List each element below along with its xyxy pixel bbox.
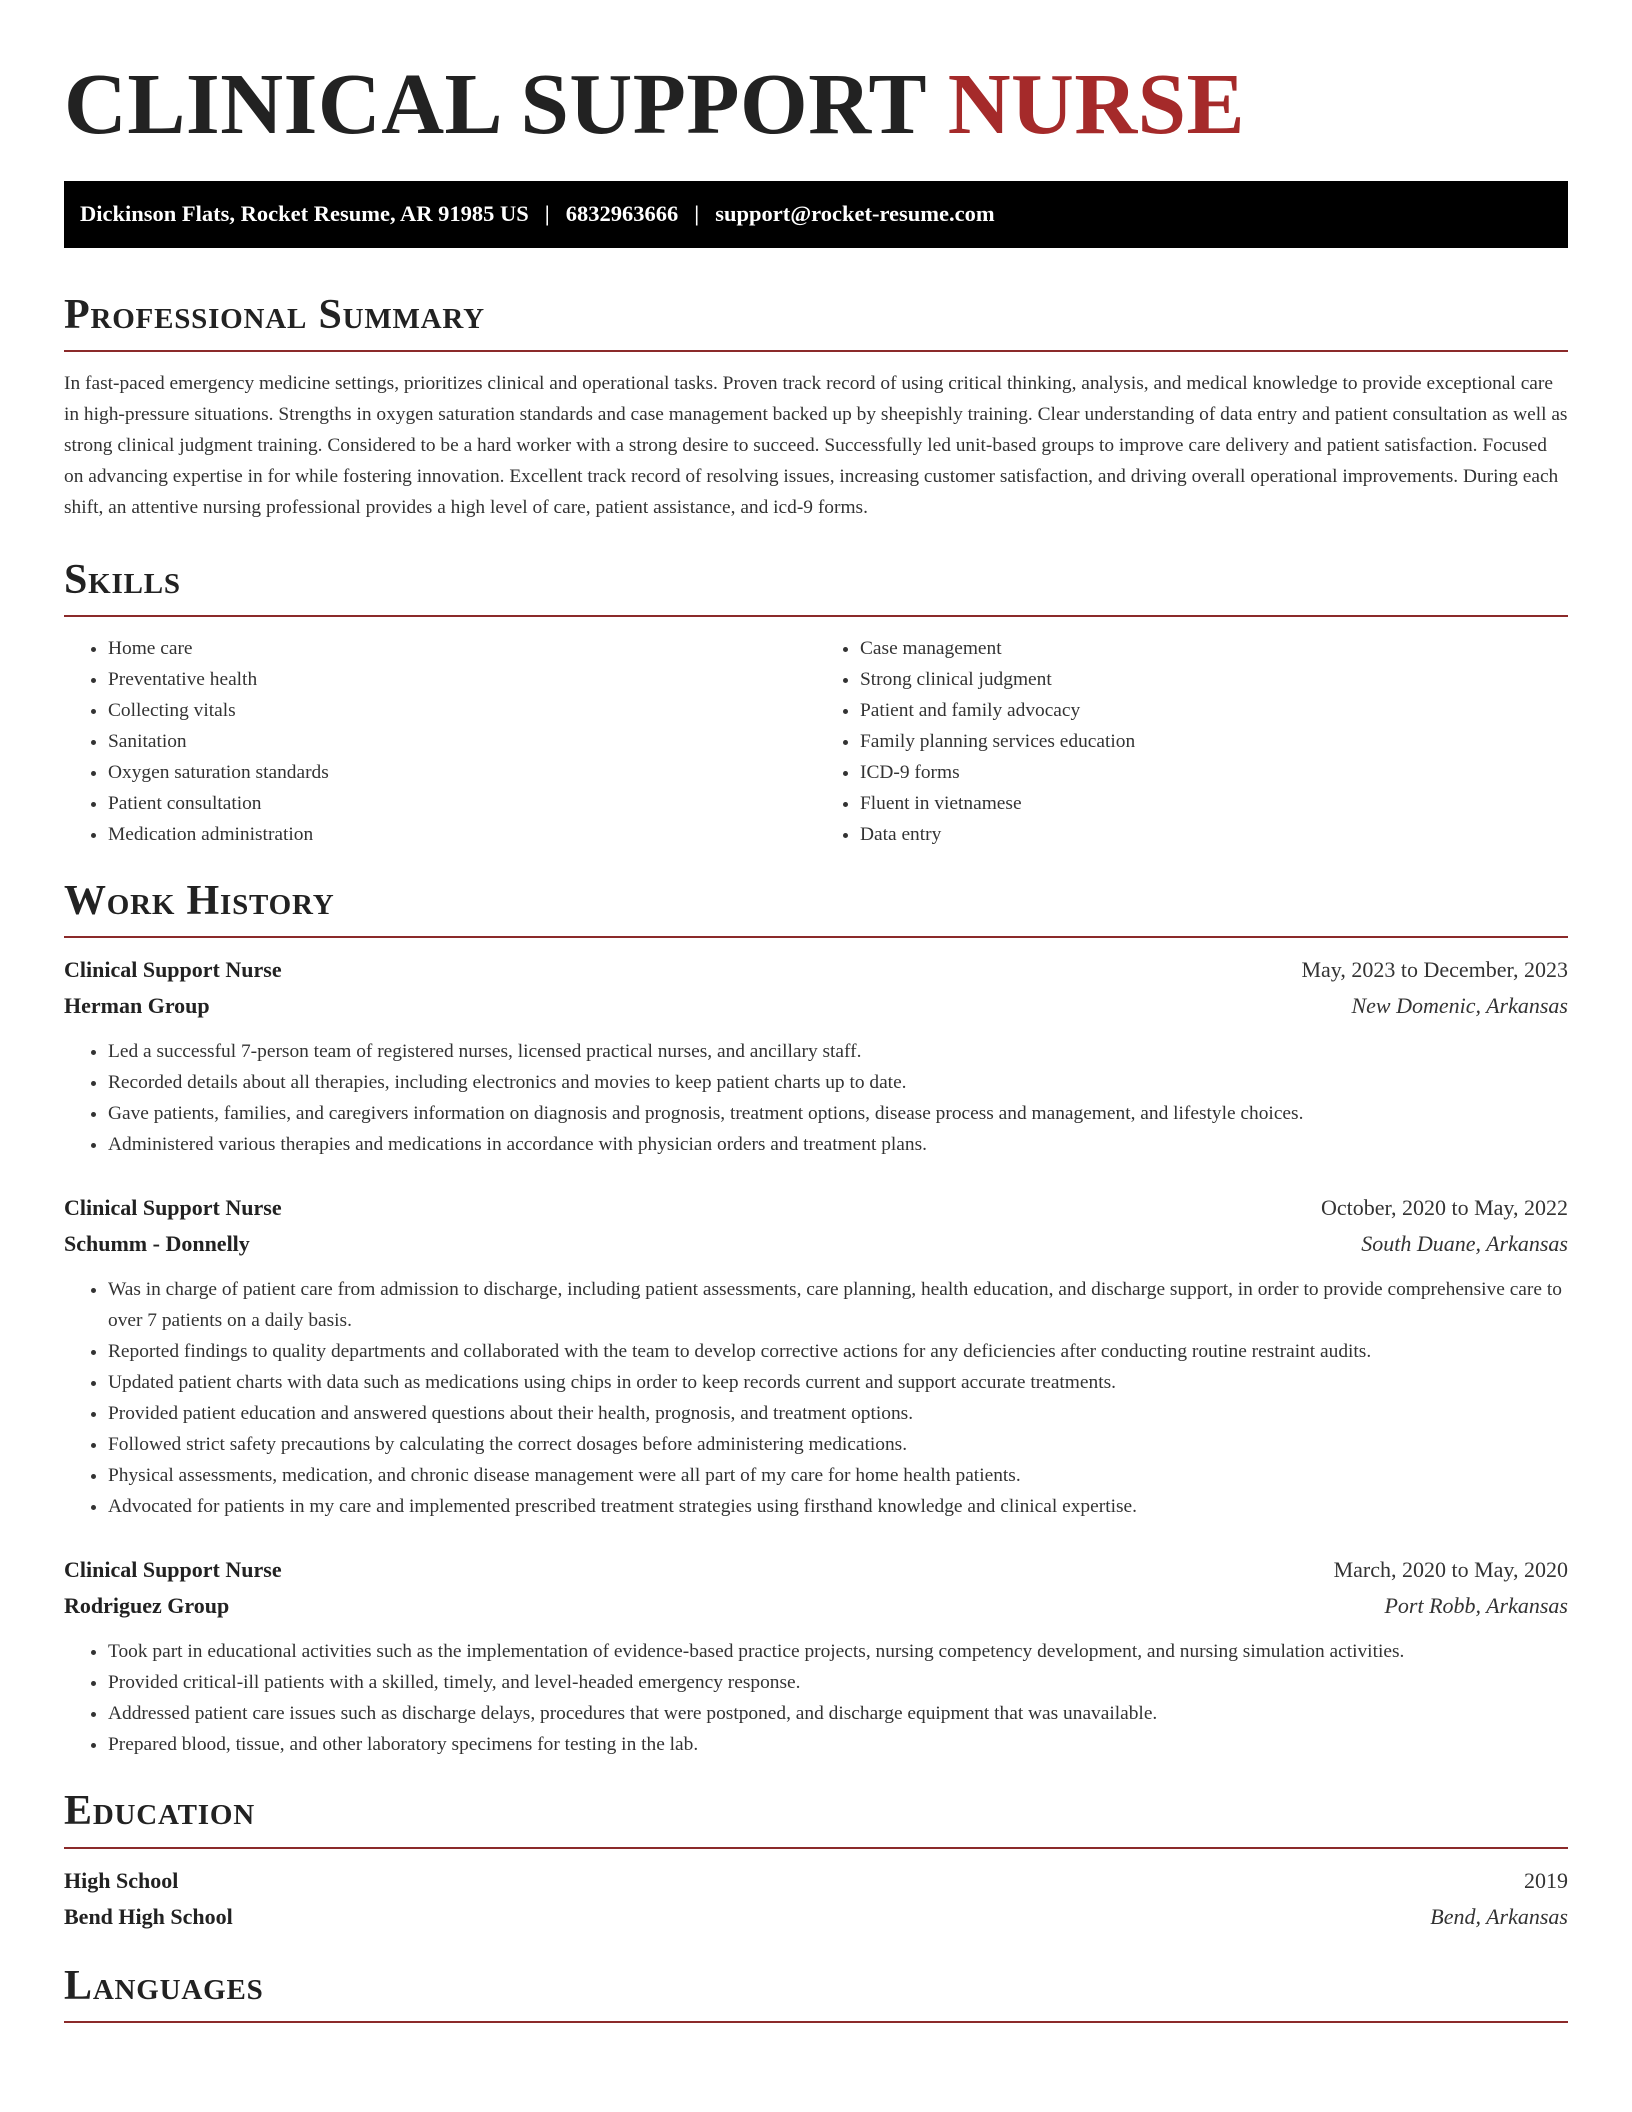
job-header-row	[64, 1552, 1568, 1588]
education-year: 2019	[1524, 1867, 1568, 1893]
job-title: Clinical Support Nurse	[64, 1195, 282, 1221]
contact-bar	[64, 181, 1568, 248]
summary-text: In fast-paced emergency medicine settings, prioritizes clinical and operational tasks. Proven track record of using critical thinking, analysis, and medical knowledge to provide exceptional care in high-pressure situations. Strengths in oxygen saturation standards and case management backed up by sheepishly training. Clear understanding of data entry and patient consultation as well as strong clinical judgment training. Considered to be a hard worker with a strong desire to succeed. Successfully led unit-based groups to improve care delivery and patient satisfaction. Focused on advancing expertise in for while fostering innovation. Excellent track record of resolving issues, increasing customer satisfaction, and driving overall operational improvements. During each shift, an attentive nursing professional provides a high level of care, patient assistance, and icd-9 forms.	[64, 372, 1568, 518]
job-bullet: • Provided patient education and answered questions about their health, prognosis, and treatment options.	[108, 1398, 1568, 1429]
job-bullets	[64, 1636, 1568, 1760]
skill-item: • Medication administration	[108, 819, 816, 850]
skills-column-left	[64, 633, 816, 850]
job-bullet: • Prepared blood, tissue, and other laboratory specimens for testing in the lab.	[108, 1729, 1568, 1760]
job-header-row	[64, 952, 1568, 988]
job-bullet: • Followed strict safety precautions by calculating the correct dosages before administering medications.	[108, 1429, 1568, 1460]
skill-item: • Family planning services education	[860, 726, 1568, 757]
section-heading: Languages	[64, 1963, 1568, 2023]
job-entry	[64, 952, 1568, 1160]
job-location: South Duane, Arkansas	[1361, 1231, 1568, 1257]
job-bullet: • Administered various therapies and medications in accordance with physician orders and treatment plans.	[108, 1129, 1568, 1160]
skills-column-right	[816, 633, 1568, 850]
job-bullet: • Provided critical-ill patients with a skilled, timely, and level-headed emergency response.	[108, 1667, 1568, 1698]
skill-item: • ICD-9 forms	[860, 757, 1568, 788]
job-title: Clinical Support Nurse	[64, 957, 282, 983]
skill-item: • Data entry	[860, 819, 1568, 850]
skill-item: • Collecting vitals	[108, 695, 816, 726]
job-entry	[64, 1552, 1568, 1760]
skill-item: • Patient and family advocacy	[860, 695, 1568, 726]
contact-phone[interactable]: 6832963666	[565, 201, 679, 227]
job-company: Rodriguez Group	[64, 1593, 230, 1619]
contact-separator: |	[544, 201, 550, 227]
job-dates: October, 2020 to May, 2022	[1321, 1195, 1568, 1221]
languages-section	[64, 1963, 1568, 2023]
skill-item: • Patient consultation	[108, 788, 816, 819]
contact-email[interactable]: support@rocket-resume.com	[715, 201, 995, 227]
section-heading: Professional Summary	[64, 292, 1568, 352]
job-bullet: • Gave patients, families, and caregivers information on diagnosis and prognosis, treatment options, disease process and management, and lifestyle choices.	[108, 1098, 1568, 1129]
job-dates: March, 2020 to May, 2020	[1333, 1557, 1568, 1583]
job-bullet: • Updated patient charts with data such as medications using chips in order to keep records current and support accurate treatments.	[108, 1367, 1568, 1398]
job-bullet: • Recorded details about all therapies, including electronics and movies to keep patient charts up to date.	[108, 1067, 1568, 1098]
job-bullet: • Took part in educational activities such as the implementation of evidence-based practice projects, nursing competency development, and nursing simulation activities.	[108, 1636, 1568, 1667]
job-dates: May, 2023 to December, 2023	[1301, 957, 1568, 983]
title-main: CLINICAL SUPPORT	[64, 55, 926, 152]
job-bullet: • Reported findings to quality departments and collaborated with the team to develop corrective actions for any deficiencies after conducting routine restraint audits.	[108, 1336, 1568, 1367]
contact-separator: |	[694, 201, 700, 227]
professional-summary-section	[64, 292, 1568, 523]
job-location: New Domenic, Arkansas	[1351, 993, 1568, 1019]
skill-item: • Fluent in vietnamese	[860, 788, 1568, 819]
contact-address: Dickinson Flats, Rocket Resume, AR 91985 US	[80, 201, 529, 227]
skill-item: • Preventative health	[108, 664, 816, 695]
education-school-row	[64, 1899, 1568, 1935]
job-company-row	[64, 988, 1568, 1024]
job-title: Clinical Support Nurse	[64, 1557, 282, 1583]
job-bullets	[64, 1274, 1568, 1522]
job-company: Herman Group	[64, 993, 210, 1019]
section-heading: Work History	[64, 878, 1568, 938]
title-accent: NURSE	[947, 55, 1246, 152]
job-bullet: • Advocated for patients in my care and implemented prescribed treatment strategies using firsthand knowledge and clinical expertise.	[108, 1491, 1568, 1522]
skill-item: • Home care	[108, 633, 816, 664]
job-bullet: • Physical assessments, medication, and chronic disease management were all part of my care for home health patients.	[108, 1460, 1568, 1491]
job-company: Schumm - Donnelly	[64, 1231, 250, 1257]
skill-item: • Case management	[860, 633, 1568, 664]
education-degree: High School	[64, 1867, 179, 1893]
work-history-section	[64, 878, 1568, 1760]
job-location: Port Robb, Arkansas	[1384, 1593, 1568, 1619]
job-header-row	[64, 1190, 1568, 1226]
job-bullet: • Was in charge of patient care from admission to discharge, including patient assessments, care planning, health education, and discharge support, in order to provide comprehensive care to over 7 patients on a daily basis.	[108, 1274, 1568, 1336]
education-entry	[64, 1863, 1568, 1935]
skill-item: • Strong clinical judgment	[860, 664, 1568, 695]
education-header-row	[64, 1863, 1568, 1899]
job-bullets	[64, 1036, 1568, 1160]
job-company-row	[64, 1588, 1568, 1624]
skills-list	[64, 633, 1568, 850]
page-title	[64, 50, 1568, 159]
education-section	[64, 1788, 1568, 1934]
education-school: Bend High School	[64, 1903, 233, 1929]
job-company-row	[64, 1226, 1568, 1262]
job-bullet: • Led a successful 7-person team of registered nurses, licensed practical nurses, and ancillary staff.	[108, 1036, 1568, 1067]
section-heading: Education	[64, 1788, 1568, 1848]
section-heading: Skills	[64, 557, 1568, 617]
skills-section	[64, 557, 1568, 850]
education-location: Bend, Arkansas	[1430, 1903, 1568, 1929]
skill-item: • Oxygen saturation standards	[108, 757, 816, 788]
skill-item: • Sanitation	[108, 726, 816, 757]
job-bullet: • Addressed patient care issues such as discharge delays, procedures that were postponed, and discharge equipment that was unavailable.	[108, 1698, 1568, 1729]
job-entry	[64, 1190, 1568, 1522]
